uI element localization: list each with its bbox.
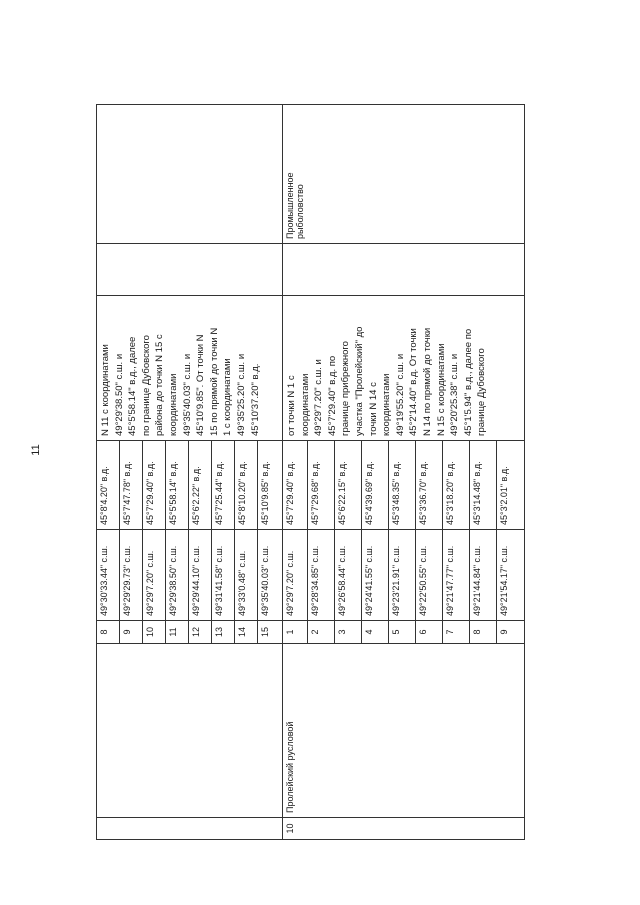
longitude-cell: 45°3'2.01" в.д. bbox=[497, 441, 525, 530]
latitude-cell: 49°28'34.85" с.ш. bbox=[308, 530, 335, 621]
longitude-cell: 45°7'29.68" в.д. bbox=[308, 441, 335, 530]
boundary-description: от точки N 1 с координатами 49°29'7.20" с.ш. и 45°7'29.40" в.д. по границе прибрежного участка "Пролейский" до точки N 14 с координатами 49°19'55.20" с.ш. и 45°2'14.40" в.д. От точки N 14 по прямой до точки N 15 с координатами 49°20'25.38" с.ш. и 45°1'5.94" в.д., далее по границе Дубовского bbox=[283, 296, 525, 441]
latitude-cell: 49°21'47.77" с.ш. bbox=[443, 530, 470, 621]
longitude-cell: 45°4'39.69" в.д. bbox=[362, 441, 389, 530]
point-number: 8 bbox=[97, 621, 120, 644]
point-number: 13 bbox=[212, 621, 235, 644]
empty-purpose-cell bbox=[97, 105, 283, 244]
latitude-cell: 49°29'29.73" с.ш. bbox=[120, 530, 143, 621]
latitude-cell: 49°29'7.20" с.ш. bbox=[283, 530, 308, 621]
longitude-cell: 45°7'25.44" в.д. bbox=[212, 441, 235, 530]
point-number: 7 bbox=[443, 621, 470, 644]
empty-cell bbox=[283, 244, 525, 296]
latitude-cell: 49°22'50.55" с.ш. bbox=[416, 530, 443, 621]
longitude-cell: 45°6'2.22" в.д. bbox=[189, 441, 212, 530]
point-number: 3 bbox=[335, 621, 362, 644]
latitude-cell: 49°24'41.55" с.ш. bbox=[362, 530, 389, 621]
latitude-cell: 49°29'7.20" с.ш. bbox=[143, 530, 166, 621]
latitude-cell: 49°31'41.58" с.ш. bbox=[212, 530, 235, 621]
longitude-cell: 45°7'29.40" в.д. bbox=[283, 441, 308, 530]
longitude-cell: 45°3'48.35" в.д. bbox=[389, 441, 416, 530]
longitude-cell: 45°8'4.20" в.д. bbox=[97, 441, 120, 530]
coordinates-table bbox=[96, 104, 525, 840]
page-number: 11 bbox=[30, 444, 42, 456]
longitude-cell: 45°7'47.78" в.д. bbox=[120, 441, 143, 530]
point-number: 6 bbox=[416, 621, 443, 644]
table-row bbox=[97, 105, 120, 840]
empty-cell bbox=[97, 244, 283, 296]
table-row bbox=[283, 105, 308, 840]
latitude-cell: 49°29'44.10" с.ш. bbox=[189, 530, 212, 621]
point-number: 5 bbox=[389, 621, 416, 644]
latitude-cell: 49°26'58.44" с.ш. bbox=[335, 530, 362, 621]
rotated-table-container bbox=[96, 105, 521, 840]
area-name: Пролейский русловой bbox=[283, 644, 525, 818]
longitude-cell: 45°8'10.20" в.д. bbox=[235, 441, 258, 530]
longitude-cell: 45°6'22.15" в.д. bbox=[335, 441, 362, 530]
point-number: 12 bbox=[189, 621, 212, 644]
latitude-cell: 49°21'44.84" с.ш. bbox=[470, 530, 497, 621]
longitude-cell: 45°10'9.85" в.д. bbox=[258, 441, 283, 530]
longitude-cell: 45°3'14.48" в.д. bbox=[470, 441, 497, 530]
point-number: 2 bbox=[308, 621, 335, 644]
point-number: 4 bbox=[362, 621, 389, 644]
longitude-cell: 45°3'36.70" в.д. bbox=[416, 441, 443, 530]
usage-purpose: Промышленное рыболовство bbox=[283, 105, 525, 244]
point-number: 15 bbox=[258, 621, 283, 644]
point-number: 1 bbox=[283, 621, 308, 644]
point-number: 14 bbox=[235, 621, 258, 644]
latitude-cell: 49°33'0.48" с.ш. bbox=[235, 530, 258, 621]
latitude-cell: 49°21'54.17" с.ш. bbox=[497, 530, 525, 621]
empty-name-cell bbox=[97, 644, 283, 818]
longitude-cell: 45°7'29.40" в.д. bbox=[143, 441, 166, 530]
latitude-cell: 49°30'33.44" с.ш. bbox=[97, 530, 120, 621]
boundary-description: N 11 с координатами 49°29'38.50" с.ш. и 45°5'58.14" в.д., далее по границе Дубовского района до точки N 15 с координатами 49°35'40.03" с.ш. и 45°10'9.85". От точки N 15 по прямой до точки N 1 с координатами 49°35'25.20" с.ш. и 45°10'37.20" в.д. bbox=[97, 296, 283, 441]
section-index: 10 bbox=[283, 818, 525, 840]
latitude-cell: 49°23'21.91" с.ш. bbox=[389, 530, 416, 621]
latitude-cell: 49°35'40.03" с.ш. bbox=[258, 530, 283, 621]
point-number: 11 bbox=[166, 621, 189, 644]
empty-index-cell bbox=[97, 818, 283, 840]
point-number: 8 bbox=[470, 621, 497, 644]
latitude-cell: 49°29'38.50" с.ш. bbox=[166, 530, 189, 621]
longitude-cell: 45°5'58.14" в.д. bbox=[166, 441, 189, 530]
longitude-cell: 45°3'18.20" в.д. bbox=[443, 441, 470, 530]
point-number: 9 bbox=[120, 621, 143, 644]
point-number: 9 bbox=[497, 621, 525, 644]
point-number: 10 bbox=[143, 621, 166, 644]
